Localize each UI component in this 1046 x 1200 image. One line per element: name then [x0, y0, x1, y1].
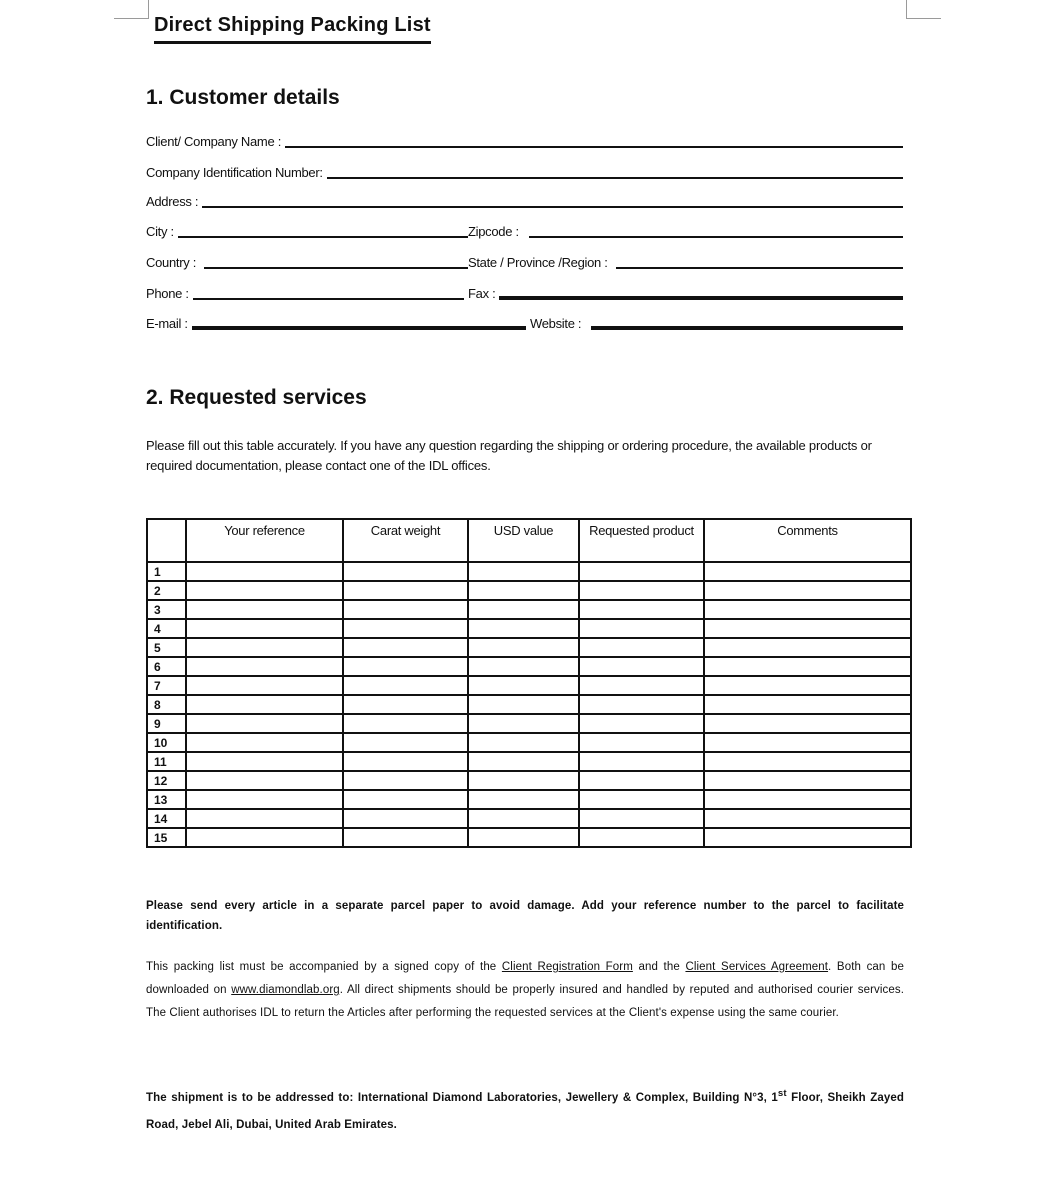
row-number-cell: 3	[147, 600, 186, 619]
requested-product-cell[interactable]	[579, 733, 704, 752]
company-id-line[interactable]	[327, 159, 903, 179]
requested-product-cell[interactable]	[579, 714, 704, 733]
list-intro-text: This packing list must be accompanied by a signed copy of the	[146, 961, 497, 973]
usd-value-cell[interactable]	[468, 752, 579, 771]
carat-weight-cell[interactable]	[343, 619, 468, 638]
fax-label: Fax :	[468, 286, 496, 301]
reference-cell[interactable]	[186, 809, 343, 828]
country-state-row	[146, 249, 903, 273]
reference-cell[interactable]	[186, 600, 343, 619]
city-line[interactable]	[178, 218, 468, 238]
row-number-cell: 11	[147, 752, 186, 771]
header-your-reference: Your reference	[186, 519, 343, 562]
comments-cell[interactable]	[704, 600, 911, 619]
comments-cell[interactable]	[704, 714, 911, 733]
zipcode-line[interactable]	[529, 218, 903, 238]
city-zip-row	[146, 218, 903, 242]
comments-cell[interactable]	[704, 695, 911, 714]
table-row	[147, 657, 911, 676]
email-field[interactable]	[146, 310, 530, 334]
row-number-cell: 2	[147, 581, 186, 600]
table-row	[147, 638, 911, 657]
city-label: City :	[146, 224, 174, 239]
and-text: and the	[638, 961, 680, 973]
address-field[interactable]	[146, 188, 903, 212]
usd-value-cell[interactable]	[468, 790, 579, 809]
reference-cell[interactable]	[186, 657, 343, 676]
reference-cell[interactable]	[186, 562, 343, 581]
services-table	[146, 518, 912, 848]
requested-product-cell[interactable]	[579, 771, 704, 790]
row-number-cell: 9	[147, 714, 186, 733]
reference-cell[interactable]	[186, 752, 343, 771]
reference-cell[interactable]	[186, 828, 343, 847]
comments-cell[interactable]	[704, 657, 911, 676]
address-row	[146, 188, 903, 212]
carat-weight-cell[interactable]	[343, 809, 468, 828]
table-row	[147, 809, 911, 828]
table-row	[147, 733, 911, 752]
carat-weight-cell[interactable]	[343, 581, 468, 600]
row-number-cell: 14	[147, 809, 186, 828]
requested-product-cell[interactable]	[579, 809, 704, 828]
usd-value-cell[interactable]	[468, 714, 579, 733]
comments-cell[interactable]	[704, 638, 911, 657]
carat-weight-cell[interactable]	[343, 771, 468, 790]
carat-weight-cell[interactable]	[343, 714, 468, 733]
requested-services-heading: 2. Requested services	[146, 386, 367, 409]
address-superscript: st	[777, 1088, 787, 1099]
comments-cell[interactable]	[704, 809, 911, 828]
usd-value-cell[interactable]	[468, 619, 579, 638]
usd-value-cell[interactable]	[468, 733, 579, 752]
website-field[interactable]	[530, 310, 903, 334]
phone-label: Phone :	[146, 286, 189, 301]
requested-product-cell[interactable]	[579, 752, 704, 771]
reference-cell[interactable]	[186, 790, 343, 809]
header-comments: Comments	[704, 519, 911, 562]
row-number-cell: 7	[147, 676, 186, 695]
client-name-line[interactable]	[285, 128, 903, 148]
address-rest-text: Floor, Sheikh Zayed Road, Jebel Ali, Dubai, United Arab Emirates.	[146, 1091, 904, 1131]
comments-cell[interactable]	[704, 581, 911, 600]
table-row	[147, 600, 911, 619]
row-number-cell: 5	[147, 638, 186, 657]
table-row	[147, 676, 911, 695]
usd-value-cell[interactable]	[468, 771, 579, 790]
row-number-cell: 8	[147, 695, 186, 714]
carat-weight-cell[interactable]	[343, 733, 468, 752]
email-line[interactable]	[192, 308, 526, 330]
header-requested-product: Requested product	[579, 519, 704, 562]
row-number-cell: 12	[147, 771, 186, 790]
country-label: Country :	[146, 255, 197, 270]
usd-value-cell[interactable]	[468, 581, 579, 600]
client-name-row	[146, 128, 903, 152]
phone-field[interactable]	[146, 280, 468, 304]
table-row	[147, 828, 911, 847]
row-number-cell: 6	[147, 657, 186, 676]
requested-product-cell[interactable]	[579, 676, 704, 695]
zipcode-field[interactable]	[468, 218, 903, 242]
city-field[interactable]	[146, 218, 468, 242]
requested-product-cell[interactable]	[579, 581, 704, 600]
usd-value-cell[interactable]	[468, 809, 579, 828]
requested-product-cell[interactable]	[579, 638, 704, 657]
carat-weight-cell[interactable]	[343, 752, 468, 771]
requested-product-cell[interactable]	[579, 695, 704, 714]
carat-weight-cell[interactable]	[343, 676, 468, 695]
fax-field[interactable]	[468, 280, 903, 304]
row-number-cell: 13	[147, 790, 186, 809]
usd-value-cell[interactable]	[468, 562, 579, 581]
table-row	[147, 771, 911, 790]
reference-cell[interactable]	[186, 638, 343, 657]
customer-details-heading: 1. Customer details	[146, 86, 340, 109]
list-rest-text: . All direct shipments should be properly insured and handled by reputed and authorised courier services. The Client authorises IDL to return the Articles after performing the requested services at the Client's expense using the same courier.	[146, 984, 905, 1019]
usd-value-cell[interactable]	[468, 676, 579, 695]
services-intro-text: Please fill out this table accurately. If you have any question regarding the shipping or ordering procedure, the available products or required documentation, please contact one of the IDL offices.	[146, 438, 872, 473]
carat-weight-cell[interactable]	[343, 828, 468, 847]
country-field[interactable]	[146, 249, 468, 273]
carat-weight-cell[interactable]	[343, 638, 468, 657]
table-row	[147, 714, 911, 733]
state-label: State / Province /Region :	[468, 255, 608, 270]
client-name-label: Client/ Company Name :	[146, 134, 282, 149]
table-row	[147, 581, 911, 600]
requested-product-cell[interactable]	[579, 657, 704, 676]
header-number	[147, 519, 186, 562]
comments-cell[interactable]	[704, 752, 911, 771]
send-article-note: Please send every article in a separate parcel paper to avoid damage. Add your reference number to the parcel to facilitate identification.	[146, 900, 904, 932]
row-number-cell: 1	[147, 562, 186, 581]
usd-value-cell[interactable]	[468, 695, 579, 714]
requested-product-cell[interactable]	[579, 828, 704, 847]
download-text: . Both can be downloaded on	[146, 961, 904, 996]
usd-value-cell[interactable]	[468, 828, 579, 847]
address-line[interactable]	[202, 188, 903, 208]
email-label: E-mail :	[146, 316, 188, 331]
comments-cell[interactable]	[704, 562, 911, 581]
country-line[interactable]	[204, 249, 468, 269]
table-header-row	[147, 519, 911, 562]
usd-value-cell[interactable]	[468, 600, 579, 619]
fax-line[interactable]	[499, 278, 903, 300]
client-services-agreement-link[interactable]: Client Services Agreement	[685, 961, 829, 973]
email-website-row	[146, 310, 903, 334]
table-row	[147, 752, 911, 771]
comments-cell[interactable]	[704, 790, 911, 809]
comments-cell[interactable]	[704, 771, 911, 790]
header-usd-value: USD value	[468, 519, 579, 562]
website-label: Website :	[530, 316, 582, 331]
address-label: Address :	[146, 194, 199, 209]
comments-cell[interactable]	[704, 619, 911, 638]
requested-product-cell[interactable]	[579, 790, 704, 809]
phone-fax-row	[146, 280, 903, 304]
usd-value-cell[interactable]	[468, 638, 579, 657]
header-carat-weight: Carat weight	[343, 519, 468, 562]
reference-cell[interactable]	[186, 771, 343, 790]
row-number-cell: 4	[147, 619, 186, 638]
company-id-field[interactable]	[146, 159, 903, 183]
requested-product-cell[interactable]	[579, 619, 704, 638]
reference-cell[interactable]	[186, 714, 343, 733]
client-name-field[interactable]	[146, 128, 903, 152]
document-title: Direct Shipping Packing List	[154, 14, 431, 44]
company-id-row	[146, 159, 903, 183]
table-row	[147, 695, 911, 714]
carat-weight-cell[interactable]	[343, 790, 468, 809]
address-intro-text: The shipment is to be addressed to: International Diamond Laboratories, Jewellery & Complex, Building N°3, 1	[146, 1091, 778, 1104]
carat-weight-cell[interactable]	[343, 600, 468, 619]
comments-cell[interactable]	[704, 676, 911, 695]
phone-line[interactable]	[193, 280, 464, 300]
state-field[interactable]	[468, 249, 903, 273]
shipping-address-note	[146, 1080, 904, 1139]
page-corner-mark-left	[114, 0, 149, 19]
company-id-label: Company Identification Number:	[146, 165, 323, 180]
packing-list-note	[146, 956, 904, 1025]
comments-cell[interactable]	[704, 828, 911, 847]
zipcode-label: Zipcode :	[468, 224, 519, 239]
row-number-cell: 15	[147, 828, 186, 847]
website-url-link[interactable]: www.diamondlab.org	[231, 984, 340, 996]
table-row	[147, 790, 911, 809]
requested-product-cell[interactable]	[579, 562, 704, 581]
carat-weight-cell[interactable]	[343, 695, 468, 714]
table-row	[147, 562, 911, 581]
carat-weight-cell[interactable]	[343, 562, 468, 581]
table-row	[147, 619, 911, 638]
requested-product-cell[interactable]	[579, 600, 704, 619]
carat-weight-cell[interactable]	[343, 657, 468, 676]
state-line[interactable]	[616, 249, 903, 269]
reference-cell[interactable]	[186, 733, 343, 752]
client-registration-form-link[interactable]: Client Registration Form	[501, 961, 633, 973]
website-line[interactable]	[591, 308, 903, 330]
comments-cell[interactable]	[704, 733, 911, 752]
reference-cell[interactable]	[186, 581, 343, 600]
row-number-cell: 10	[147, 733, 186, 752]
reference-cell[interactable]	[186, 695, 343, 714]
page-corner-mark-right	[906, 0, 941, 19]
usd-value-cell[interactable]	[468, 657, 579, 676]
reference-cell[interactable]	[186, 619, 343, 638]
reference-cell[interactable]	[186, 676, 343, 695]
